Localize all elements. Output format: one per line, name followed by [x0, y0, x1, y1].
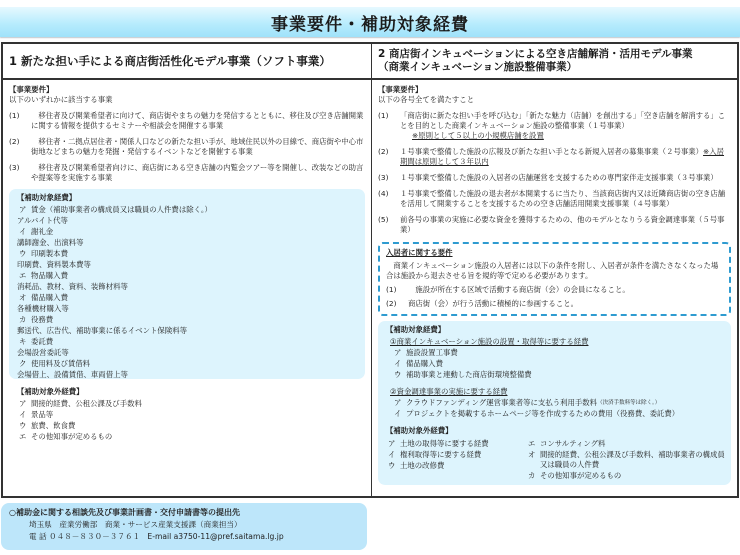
ineligible-item: [17, 432, 359, 442]
tenant-item-number: (1): [386, 285, 397, 294]
requirements-title: 【事業要件】: [9, 85, 54, 94]
ineligible-item: [526, 450, 725, 470]
page-title: 事業要件・補助対象経費: [271, 14, 469, 35]
incubation-project-column: [372, 44, 737, 496]
eligible-group2-title: ②資金調達事業の実施に要する経費: [390, 387, 508, 396]
eligible-item: [17, 205, 359, 215]
item-key: ウ: [388, 461, 396, 470]
item-label: 景品等: [31, 410, 54, 419]
item-label: プロジェクトを掲載するホームページ等を作成するための費用（役務費、委託費）: [406, 409, 680, 418]
requirement-item: [378, 147, 731, 167]
eligible-item-detail: 講師謝金、出演料等: [17, 238, 84, 247]
tenant-item-text: 商店街（会）が行う活動に積極的に参画すること。: [408, 299, 578, 308]
eligible-item-detail: 会場設営委託等: [17, 348, 69, 357]
item-label: その他知事が定めるもの: [540, 471, 622, 480]
tenant-item-number: (2): [386, 299, 397, 308]
requirement-number: (2): [9, 137, 20, 146]
requirement-text: 移住者及び開業希望者向けに、商店街にある空き店舗の内覧会ツアー等を開催し、改装などの助言や提案等を実施する事業: [31, 163, 364, 182]
ineligible-item: [386, 461, 526, 471]
item-label: 委託費: [31, 337, 54, 346]
tenant-item: [386, 299, 723, 309]
email-link[interactable]: a3750-11@pref.saitama.lg.jp: [173, 532, 284, 541]
item-label: 土地の改修費: [400, 461, 445, 470]
requirement-text: 「商店街に新たな担い手を呼び込む」「新たな魅力（店舗）を創出する」「空き店舗を解消する」ことを目的とした商業インキュベーション施設の整備事業（１号事業）: [400, 111, 726, 130]
soft-project-column: [3, 44, 372, 496]
requirement-number: (4): [378, 189, 389, 198]
item-key: カ: [19, 315, 27, 324]
ineligible-columns: [386, 438, 725, 481]
requirement-item: [9, 111, 365, 131]
item-key: ア: [394, 348, 402, 357]
requirement-item: [378, 173, 731, 183]
tenant-requirements-title: 入居者に関する要件: [386, 248, 453, 257]
expenses-box: [378, 321, 731, 485]
contact-phone-line: [9, 531, 359, 543]
requirements-intro: 以下のいずれかに該当する事業: [9, 95, 113, 104]
requirement-text: 前各号の事業の実施に必要な資金を獲得するための、他のモデルとなりうる資金調達事業（５号事業）: [400, 215, 725, 234]
item-key: イ: [394, 409, 402, 418]
item-key: キ: [19, 337, 27, 346]
item-key: ア: [394, 398, 402, 407]
item-label: 旅費、飲食費: [31, 421, 76, 430]
eligible-item: [17, 293, 359, 303]
requirement-item: [378, 189, 731, 209]
tenant-requirements-text: 商業インキュベーション施設の入居者には以下の条件を附し、入居者が条件を満たさなくなった場合は施設から退去させる旨を規約等で定める必要があります。: [386, 261, 719, 280]
requirement-text: １号事業で整備した施設の入居者の店舗運営を支援するための専門家伴走支援事業（３号事業）: [400, 173, 718, 182]
item-label: 間接的経費、公租公課及び手数料、補助事業者の構成員又は職員の人件費: [540, 450, 725, 469]
requirement-note: ※原則として５以上の小規模店舗を設置: [412, 131, 544, 140]
item-key: イ: [388, 450, 396, 459]
soft-project-header: [3, 44, 371, 80]
requirement-text: 移住者・二拠点居住者・関係人口などの新たな担い手が、地域住民以外の目線で、商店街や中心市街地などまちの魅力を発掘・発信するイベントなどを開催する事業: [31, 137, 364, 156]
ineligible-item: [386, 450, 526, 460]
item-label: コンサルティング料: [540, 439, 606, 448]
requirement-number: (1): [378, 111, 389, 120]
requirement-number: (5): [378, 215, 389, 224]
item-key: カ: [528, 471, 536, 480]
requirement-text: １号事業で整備した施設の広報及び新たな担い手となる新規入居者の募集事業（２号事業）: [400, 147, 704, 156]
requirement-text: 移住者及び開業希望者に向けて、商店街やまちの魅力を発信するとともに、移住及び空き店舗開業に関する情報を提供するセミナーや相談会を開催する事業: [31, 111, 364, 130]
ineligible-item: [526, 471, 725, 481]
item-key: エ: [19, 271, 27, 280]
item-label: 備品購入費: [406, 359, 443, 368]
contact-title: ○補助金に関する相談先及び事業計画書・交付申請書等の提出先: [9, 508, 240, 517]
item-key: ア: [19, 399, 27, 408]
ineligible-item: [17, 410, 359, 420]
eligible-item-detail: 各種機材購入等: [17, 304, 69, 313]
ineligible-item: [17, 421, 359, 431]
ineligible-item: [17, 399, 359, 409]
item-label: 使用料及び賃借料: [31, 359, 91, 368]
soft-project-title: 1 新たな担い手による商店街活性化モデル事業（ソフト事業）: [9, 54, 331, 68]
eligible-item: [17, 315, 359, 325]
item-label: 謝礼金: [31, 227, 54, 236]
item-label: 補助事業と連動した商店街環境整備費: [406, 370, 532, 379]
expenses-box: [9, 189, 365, 441]
eligible-item: [386, 409, 725, 419]
requirement-number: (3): [9, 163, 20, 172]
item-key: エ: [19, 432, 27, 441]
requirement-item: [378, 215, 731, 235]
eligible-expenses-title: 【補助対象経費】: [386, 325, 446, 334]
eligible-item-detail: アルバイト代等: [17, 216, 68, 225]
incubation-project-header: [372, 44, 737, 80]
requirement-note: ※入居期間は原則として３年以内: [400, 147, 725, 166]
eligible-item: [17, 227, 359, 237]
requirement-number: (3): [378, 173, 389, 182]
page-title-band: [0, 7, 740, 37]
item-label: 役務費: [31, 315, 54, 324]
requirement-item: [378, 111, 731, 141]
item-key: ウ: [19, 421, 27, 430]
phone-label: 電 話: [29, 532, 47, 541]
eligible-item: [17, 337, 359, 347]
ineligible-item: [526, 439, 725, 449]
eligible-item: [17, 359, 359, 369]
eligible-item: [386, 370, 725, 380]
requirement-number: (1): [9, 111, 20, 120]
eligible-item: [17, 249, 359, 259]
eligible-expenses-title: 【補助対象経費】: [17, 193, 77, 202]
tenant-requirements-box: [378, 242, 731, 316]
item-label: 物品購入費: [31, 271, 68, 280]
incubation-project-title: 2 商店街インキュベーションによる空き店舗解消・活用モデル事業: [378, 48, 693, 60]
item-label: 間接的経費、公租公課及び手数料: [31, 399, 142, 408]
item-note: （決済手数料等は除く。）: [597, 400, 661, 406]
item-label: 印刷製本費: [31, 249, 68, 258]
requirement-item: [9, 137, 365, 157]
eligible-item: [386, 398, 725, 408]
item-label: 備品購入費: [31, 293, 68, 302]
contact-box: [1, 503, 367, 550]
item-key: ウ: [19, 249, 27, 258]
eligible-item: [17, 271, 359, 281]
item-key: ウ: [394, 370, 402, 379]
tenant-item-text: 施設が所在する区域で活動する商店街（会）の会員になること。: [408, 285, 630, 294]
eligible-item-detail: 印刷費、資料製本費等: [17, 260, 91, 269]
eligible-item-detail: 会場借上、設備賃借、車両借上等: [17, 370, 128, 379]
contact-department: 埼玉県 産業労働部 商業・サービス産業支援課（商業担当）: [29, 520, 242, 529]
item-key: ク: [19, 359, 27, 368]
ineligible-expenses-title: 【補助対象外経費】: [386, 426, 453, 435]
eligible-item-detail: 郵送代、広告代、補助事業に係るイベント保険料等: [17, 326, 187, 335]
item-label: 施設設置工事費: [406, 348, 458, 357]
eligible-item: [386, 359, 725, 369]
main-table: [1, 42, 739, 498]
item-key: イ: [394, 359, 402, 368]
eligible-item-detail: 消耗品、教材、資料、装飾材料等: [17, 282, 128, 291]
item-key: イ: [19, 410, 27, 419]
phone-number: ０４８－８３０－３７６１: [49, 532, 141, 541]
item-key: オ: [528, 450, 536, 459]
requirements-title: 【事業要件】: [378, 85, 423, 94]
eligible-item: [386, 348, 725, 358]
item-key: ア: [19, 205, 27, 214]
item-key: エ: [528, 439, 536, 448]
item-label: クラウドファンディング運営事業者等に支払う利用手数料: [406, 398, 598, 407]
incubation-project-subtitle: （商業インキュベーション施設整備事業）: [378, 61, 578, 73]
requirements-intro: 以下の各号全てを満たすこと: [378, 95, 475, 104]
item-label: その他知事が定めるもの: [31, 432, 113, 441]
requirement-number: (2): [378, 147, 389, 156]
requirement-item: [9, 163, 365, 183]
item-key: オ: [19, 293, 27, 302]
item-key: ア: [388, 439, 396, 448]
item-label: 土地の取得等に要する経費: [400, 439, 489, 448]
item-label: 賃金（補助事業者の構成員又は職員の人件費は除く。）: [31, 205, 212, 214]
ineligible-item: [386, 439, 526, 449]
tenant-item: [386, 285, 723, 295]
requirement-text: １号事業で整備した施設の退去者が本開業するに当たり、当該商店街内又は近隣商店街の空き店舗を活用して開業することを支援するための空き店舗活用開業支援事業（４号事業）: [400, 189, 726, 208]
item-label: 権利取得等に要する経費: [400, 450, 482, 459]
eligible-group1-title: ①商業インキュベーション施設の設置・取得等に要する経費: [390, 337, 589, 346]
ineligible-expenses-title: 【補助対象外経費】: [17, 387, 84, 396]
email-label: E-mail: [147, 532, 172, 541]
item-key: イ: [19, 227, 27, 236]
